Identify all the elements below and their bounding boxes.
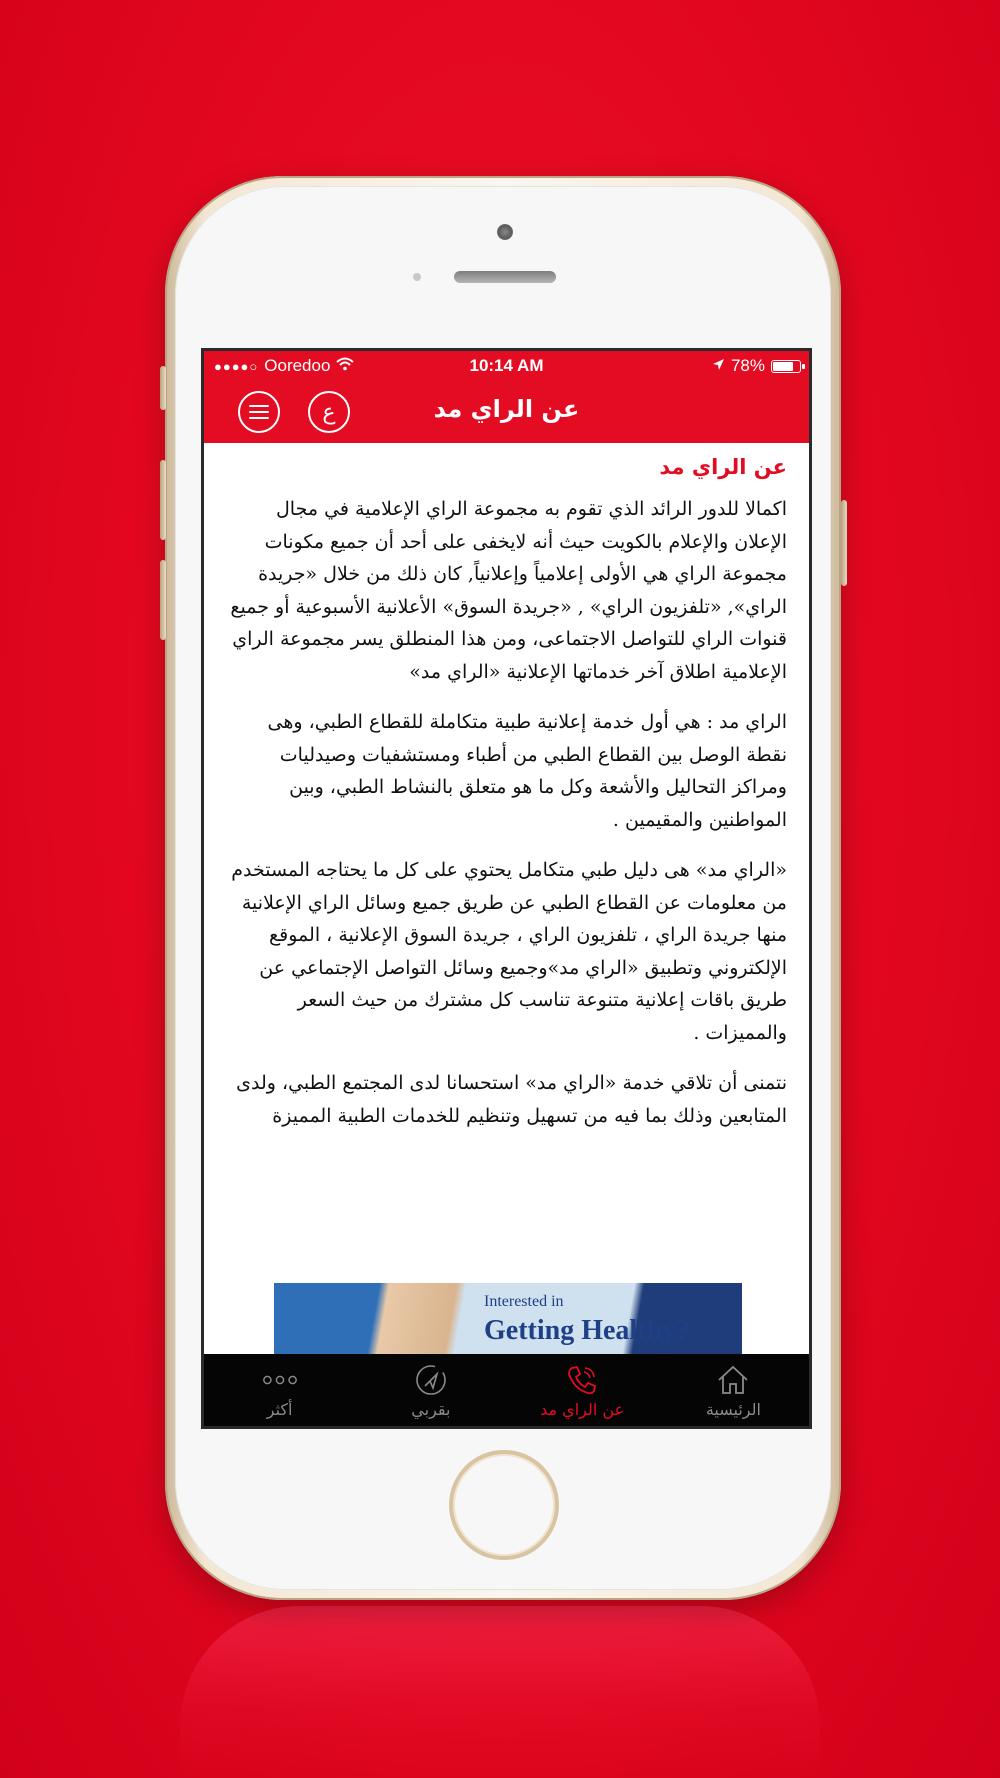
paragraph-guide: «الراي مد» هى دليل طبي متكامل يحتوي على كل ما يحتاجه المستخدم من معلومات عن القطاع الطبي عن طريق جميع وسائل الراي الإعلانية منها جريدة الراي ، تلفزيون الراي ، جريدة السوق الإعلانية ، الموقع الإلكتروني وتطبيق «الراي مد»وجميع وسائل التواصل الإجتماعي عن طريق باقات إعلانية متنوعة تناسب كل مشترك من حيث السعر والمميزات . xyxy=(231,859,787,1044)
battery-icon xyxy=(771,360,801,373)
more-icon xyxy=(262,1362,298,1398)
status-bar-right xyxy=(712,356,801,376)
home-button[interactable] xyxy=(449,1450,559,1560)
volume-down-button xyxy=(160,560,166,640)
app-screen xyxy=(201,348,812,1429)
page-title: عن الراي مد xyxy=(433,395,580,423)
tab-bar xyxy=(204,1354,809,1426)
tab-nearby-label: بقربي xyxy=(411,1400,451,1419)
front-camera xyxy=(497,224,513,240)
tab-about-label: عن الراي مد xyxy=(540,1400,625,1419)
ad-line-1: Interested in xyxy=(484,1293,564,1310)
mute-switch xyxy=(160,366,166,410)
status-bar xyxy=(204,351,809,381)
battery-fill xyxy=(773,362,793,371)
tab-more-label: أكثر xyxy=(266,1400,293,1419)
tab-about[interactable] xyxy=(507,1354,658,1426)
paragraph-definition: الراي مد : هي أول خدمة إعلانية طبية متكاملة للقطاع الطبي، وهى نقطة الوصل بين القطاع الطبي من أطباء ومستشفيات وصيدليات ومراكز التحاليل والأشعة وكل ما هو متعلق بالنشاط الطبي، وبين المواطنين والمقيمين . xyxy=(267,711,787,831)
about-content xyxy=(204,443,809,1283)
nav-bar xyxy=(204,381,809,443)
ad-banner[interactable] xyxy=(274,1283,742,1358)
paragraph-closing: نتمنى أن تلاقي خدمة «الراي مد» استحسانا لدى المجتمع الطبي، ولدى المتابعين وذلك بما فيه من تسهيل وتنظيم للخدمات الطبية المميزة xyxy=(236,1072,787,1127)
status-time: 10:14 AM xyxy=(469,356,544,375)
tab-home[interactable] xyxy=(658,1354,809,1426)
tab-nearby[interactable] xyxy=(355,1354,506,1426)
volume-up-button xyxy=(160,460,166,540)
tab-home-label: الرئيسية xyxy=(705,1400,761,1419)
phone-icon xyxy=(564,1362,600,1398)
power-button xyxy=(841,500,847,586)
earpiece-speaker xyxy=(454,271,556,283)
nearby-icon xyxy=(413,1362,449,1398)
battery-percent: 78% xyxy=(730,356,765,375)
paragraph-intro: اكمالا للدور الرائد الذي تقوم به مجموعة الراي الإعلامية في مجال الإعلان والإعلام بالكويت حيث أنه لايخفى على أحد أن جميع مكونات مجموعة الراي هي الأولى إعلامياً وإعلانياً, كان ذلك من خلال «جريدة الراي», «تلفزيون الراي» , «جريدة السوق» الأعلانية الأسبوعية أو جميع قنوات الراي للتواصل الاجتماعى، ومن هذا المنطلق يسر مجموعة الراي الإعلامية اطلاق آخر خدماتها الإعلانية «الراي مد» xyxy=(230,498,787,683)
tab-more[interactable] xyxy=(204,1354,355,1426)
location-arrow-icon xyxy=(712,356,725,376)
ad-line-2: Getting Healthy? xyxy=(484,1315,691,1346)
home-icon xyxy=(715,1362,751,1398)
carrier-name: Ooredoo xyxy=(264,356,331,375)
signal-icon: ●●●●○ xyxy=(214,358,259,374)
phone-reflection xyxy=(180,1606,820,1778)
language-button[interactable]: ع xyxy=(308,391,350,433)
proximity-sensor xyxy=(413,273,421,281)
content-heading: عن الراي مد xyxy=(659,455,787,479)
